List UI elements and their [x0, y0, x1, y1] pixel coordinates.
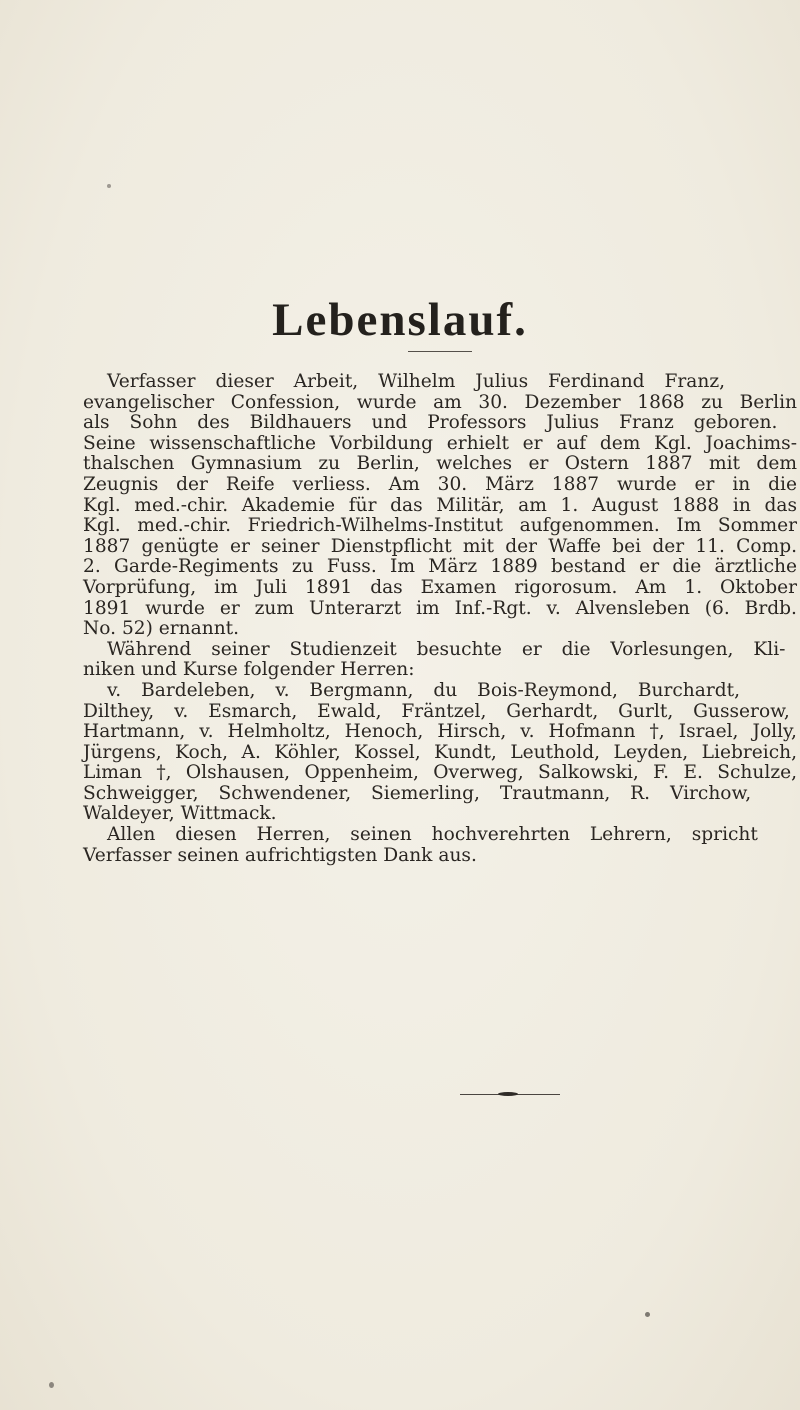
- paper-speck: [49, 1382, 54, 1388]
- text-line: Vorprüfung, im Juli 1891 das Examen rigorosum. Am 1. Oktober: [83, 576, 798, 598]
- title-divider: [408, 351, 472, 352]
- text-line: evangelischer Confession, wurde am 30. Dezember 1868 zu Berlin: [83, 391, 798, 413]
- text-line: Seine wissenschaftliche Vorbildung erhielt er auf dem Kgl. Joachims-: [83, 432, 797, 454]
- text-line: Während seiner Studienzeit besuchte er die Vorlesungen, Kli-: [107, 638, 786, 660]
- text-line: Hartmann, v. Helmholtz, Henoch, Hirsch, v. Hofmann †, Israel, Jolly,: [83, 721, 797, 743]
- text-line: Waldeyer, Wittmack.: [83, 803, 277, 825]
- text-line: 1891 wurde er zum Unterarzt im Inf.-Rgt. v. Alvensleben (6. Brdb.: [83, 597, 797, 619]
- text-line: Verfasser seinen aufrichtigsten Dank aus.: [83, 844, 477, 866]
- text-line: 2. Garde-Regiments zu Fuss. Im März 1889 bestand er die ärztliche: [83, 556, 798, 578]
- text-line: Dilthey, v. Esmarch, Ewald, Fräntzel, Gerhardt, Gurlt, Gusserow,: [83, 700, 790, 722]
- curriculum-vitae-text: [83, 372, 797, 866]
- text-line: Allen diesen Herren, seinen hochverehrten Lehrern, spricht: [107, 824, 758, 846]
- text-line: als Sohn des Bildhauers und Professors Julius Franz geboren.: [83, 412, 778, 434]
- text-line: Liman †, Olshausen, Oppenheim, Overweg, Salkowski, F. E. Schulze,: [83, 762, 798, 784]
- text-line: Kgl. med.-chir. Akademie für das Militär, am 1. August 1888 in das: [83, 494, 797, 516]
- text-line: Schweigger, Schwendener, Siemerling, Trautmann, R. Virchow,: [83, 782, 752, 804]
- paper-speck: [645, 1312, 650, 1317]
- text-line: thalschen Gymnasium zu Berlin, welches er Ostern 1887 mit dem: [83, 453, 797, 475]
- text-line: v. Bardeleben, v. Bergmann, du Bois-Reymond, Burchardt,: [107, 679, 741, 701]
- text-line: 1887 genügte er seiner Dienstpflicht mit der Waffe bei der 11. Comp.: [83, 535, 798, 557]
- text-line: No. 52) ernannt.: [83, 618, 240, 640]
- paper-speck: [107, 184, 111, 188]
- text-line: Verfasser dieser Arbeit, Wilhelm Julius Ferdinand Franz,: [107, 371, 726, 392]
- end-ornament: [460, 1092, 560, 1098]
- text-line: niken und Kurse folgender Herren:: [83, 659, 415, 681]
- text-line: Kgl. med.-chir. Friedrich-Wilhelms-Institut aufgenommen. Im Sommer: [83, 515, 797, 537]
- page-title: Lebenslauf.: [272, 294, 528, 346]
- text-line: Jürgens, Koch, A. Köhler, Kossel, Kundt, Leuthold, Leyden, Liebreich,: [83, 741, 798, 763]
- text-line: Zeugnis der Reife verliess. Am 30. März 1887 wurde er in die: [83, 473, 797, 495]
